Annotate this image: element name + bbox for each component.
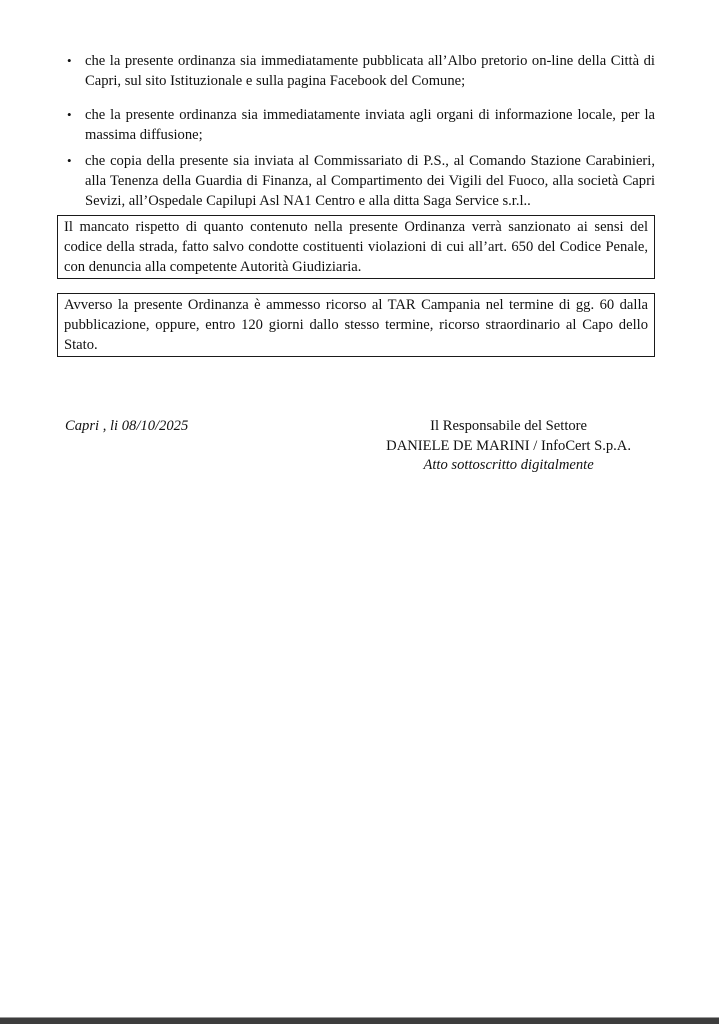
signature-section [57, 417, 655, 476]
list-item [57, 51, 655, 91]
bullet-text-publication: che la presente ordinanza sia immediatamente pubblicata all’Albo pretorio on-line della Città di Capri, sul sito Istituzionale e sulla pagina Facebook del Comune; [85, 53, 655, 89]
bullet-icon: • [67, 107, 72, 122]
list-item [57, 105, 655, 145]
document-page [57, 0, 655, 476]
list-item [57, 151, 655, 211]
place-date: Capri , li 08/10/2025 [65, 418, 189, 434]
bullet-text-copies: che copia della presente sia inviata al Commissariato di P.S., al Comando Stazione Carabinieri, alla Tenenza della Guardia di Finanza, al Compartimento dei Vigili del Fuoco, alla società Capri Sevizi, all’Ospedale Capilupi Asl NA1 Centro e alla ditta Saga Service s.r.l.. [85, 153, 655, 209]
sanction-notice-box: Il mancato rispetto di quanto contenuto nella presente Ordinanza verrà sanzionato ai sensi del codice della strada, fatto salvo condotte costituenti violazioni di cui all’art. 650 del Codice Penale, con denuncia alla competente Autorità Giudiziaria. [57, 215, 655, 279]
page-bottom-edge [0, 1017, 719, 1024]
bullet-icon: • [67, 153, 72, 168]
signer-name: DANIELE DE MARINI / InfoCert S.p.A. [386, 437, 631, 454]
bullet-text-media: che la presente ordinanza sia immediatamente inviata agli organi di informazione locale, per la massima diffusione; [85, 107, 655, 143]
signature-note: Atto sottoscritto digitalmente [423, 457, 594, 473]
appeal-notice-box: Avverso la presente Ordinanza è ammesso ricorso al TAR Campania nel termine di gg. 60 dalla pubblicazione, oppure, entro 120 giorni dallo stesso termine, ricorso straordinario al Capo dello Stato. [57, 293, 655, 357]
signer-role: Il Responsabile del Settore [430, 418, 588, 434]
bullet-icon: • [67, 53, 72, 68]
ordinance-dispositions-list [57, 0, 655, 211]
signature-block [386, 417, 631, 476]
